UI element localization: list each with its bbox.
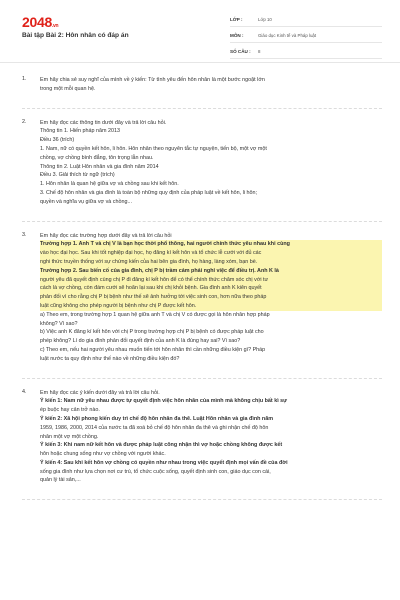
question-text-line: luật nước ta quy định như thế nào về những điều kiện đó? xyxy=(40,355,180,362)
highlighted-text-line: Trường hợp 1. Anh T và chị V là bạn học thời phổ thông, hai người chính thức yêu nhau khi cùng xyxy=(40,240,382,249)
highlighted-text-line: Trường hợp 2. Sau biến cố của gia đình, chị P bị trầm cảm phải nghỉ việc để điều trị. Anh K là xyxy=(40,267,382,276)
question-text-line: Ý kiến 1: Nam nữ yêu nhau được tự quyết định việc hôn nhân của mình mà không chịu bất kì sự xyxy=(40,398,288,405)
question-text-line: nhân một vợ một chồng. xyxy=(40,433,99,440)
meta-label: LỚP : xyxy=(230,17,243,22)
highlighted-text-line: luật cũng không cho phép người bị bệnh như chị P được kết hôn. xyxy=(40,302,382,311)
question-text-line: ép buộc hay cản trở nào. xyxy=(40,407,100,414)
question-number: 1. xyxy=(22,76,27,82)
question-number: 3. xyxy=(22,231,27,238)
logo-suffix: .vn xyxy=(51,23,59,29)
question-text-line: c) Theo em, nếu hai người yêu nhau muốn tiến tới hôn nhân thì cần những điều kiện gì? Pháp xyxy=(40,346,266,353)
page-title: Bài tập Bài 2: Hôn nhân có đáp án xyxy=(22,32,129,39)
question-text-line: quản lý tài sản,... xyxy=(40,477,81,484)
meta-value: 8 xyxy=(258,49,261,54)
meta-label: MÔN : xyxy=(230,33,244,38)
question-text-line: Ý kiến 3: Khi nam nữ kết hôn và được pháp luật công nhận thì vợ hoặc chồng không được kết xyxy=(40,442,283,449)
question-list xyxy=(22,76,382,510)
question-text-line: Ý kiến 2: Xã hội phong kiến duy trì chế độ hôn nhân đa thê. Luật Hôn nhân và gia đình năm xyxy=(40,415,274,422)
question-text-line: Em hãy đọc các ý kiến dưới đây và trả lời câu hỏi. xyxy=(40,389,160,396)
site-logo[interactable] xyxy=(22,14,58,30)
question-text-line: Em hãy đọc các trường hợp dưới đây và trả lời câu hỏi xyxy=(40,232,172,239)
question-text-line: quyền và nghĩa vụ giữa vợ và chồng... xyxy=(40,198,132,205)
question-text-line: trong một mỗi quan hệ. xyxy=(40,85,96,92)
meta-label: SỐ CÂU : xyxy=(230,49,251,54)
question-text-line: Điều 36 (trích) xyxy=(40,137,75,144)
question-number: 4. xyxy=(22,388,27,395)
question-text-line: chồng, vợ chồng bình đẳng, tôn trọng lẫn nhau. xyxy=(40,154,154,161)
highlighted-text-line: nghi thức truyền thống với sự chứng kiến của hai bên gia đình, họ hàng, làng xóm, bạn bè. xyxy=(40,258,382,267)
meta-row-subject xyxy=(230,29,382,43)
highlighted-text-line: cách là vợ chồng, còn đám cưới sẽ hoãn lại sau khi chị khỏi bệnh. Gia đình anh K kiên quyết xyxy=(40,284,382,293)
question-text-line: 1. Nam, nữ có quyền kết hôn, li hôn. Hôn nhân theo nguyên tắc tự nguyện, tiến bộ, một vợ một xyxy=(40,145,267,152)
question-text-line: phép không? Lí do gia đình phản đối quyết định của anh K là đúng hay sai? Vì sao? xyxy=(40,338,241,345)
question-text-line: Ý kiến 4: Sau khi kết hôn vợ chồng có quyền như nhau trong việc quyết định mọi vấn đề của đời xyxy=(40,459,288,466)
question-item xyxy=(22,389,382,501)
page-header xyxy=(0,0,400,63)
question-text-line: 1. Hôn nhân là quan hệ giữa vợ và chồng sau khi kết hôn. xyxy=(40,181,179,188)
document-meta xyxy=(230,13,382,61)
question-text-line: Điều 3. Giải thích từ ngữ (trích) xyxy=(40,172,115,179)
question-number: 2. xyxy=(22,118,27,125)
question-item xyxy=(22,119,382,222)
question-text-line: 3. Chế độ hôn nhân và gia đình là toàn bộ những quy định của pháp luật về kết hôn, li hôn; xyxy=(40,189,258,196)
meta-value: Lớp 10 xyxy=(258,17,272,22)
question-text-line: 1959, 1986, 2000, 2014 của nước ta đã xoá bỏ chế độ hôn nhân đa thê và ghi nhận chế độ hôn xyxy=(40,424,269,431)
meta-row-count xyxy=(230,45,382,59)
meta-row-class xyxy=(230,13,382,27)
question-text-line: Thông tin 1. Hiến pháp năm 2013 xyxy=(40,128,121,135)
question-text-line: Thông tin 2. Luật Hôn nhân và gia đình năm 2014 xyxy=(40,163,159,170)
highlighted-text-line: người yêu đã quyết định cùng chị P đi đăng kí kết hôn để có thể chính thức chăm sóc chị với tư xyxy=(40,276,382,285)
meta-value: Giáo dục Kinh tế và Pháp luật xyxy=(258,33,317,38)
question-item xyxy=(22,232,382,379)
question-text-line: Em hãy chia sẻ suy nghĩ của mình về ý kiến: Từ tình yêu đến hôn nhân là một bước ngoặt lớn xyxy=(40,77,265,83)
question-text-line: hôn hoặc chung sống như vợ chồng với người khác. xyxy=(40,451,166,458)
highlighted-text-line: phản đối vì cho rằng chị P bị bệnh như thế sẽ ảnh hưởng tới việc sinh con, hơn nữa theo pháp xyxy=(40,293,382,302)
question-text-line: sống gia đình như lựa chọn nơi cư trú, tổ chức cuộc sống, quyết định sinh con, giáo dục con cái, xyxy=(40,468,271,475)
highlighted-text-line: vào học đại học. Sau khi tốt nghiệp đại học, họ đăng kí kết hôn và tổ chức lễ cưới với đủ các xyxy=(40,249,382,258)
logo-text: 2048 xyxy=(22,14,52,30)
question-item xyxy=(22,76,382,109)
question-text-line: Em hãy đọc các thông tin dưới đây và trả lời câu hỏi. xyxy=(40,119,167,126)
question-text-line: a) Theo em, trong trường hợp 1 quan hệ giữa anh T và chị V có được gọi là hôn nhân hợp pháp xyxy=(40,311,270,318)
question-text-line: không? Vì sao? xyxy=(40,320,78,327)
question-text-line: b) Việc anh K đăng kí kết hôn với chị P trong trường hợp chị P bị bệnh có được pháp luật cho xyxy=(40,329,264,336)
